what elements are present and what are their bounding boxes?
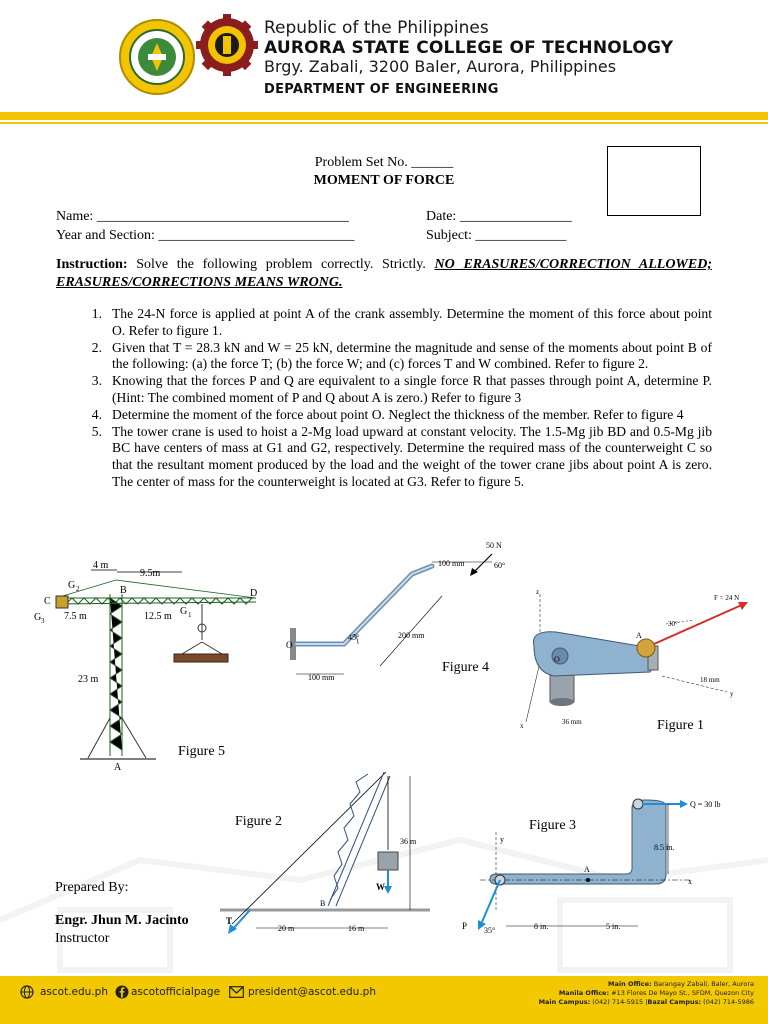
main-office-address: Barangay Zabali, Baler, Aurora [651,980,754,988]
date-field: Date: ________________ [426,209,572,224]
figure-3-label: Figure 3 [529,818,577,833]
bazal-campus-phone: (042) 714-5986 [701,998,754,1006]
campus-phones [539,998,754,1006]
problem-text: Knowing that the forces P and Q are equivalent to a single force R that passes through point A, determine P. (Hint: The combined moment of P and Q about A is zero.) Refer to figure 3 [112,373,712,405]
label-o: O [554,655,560,664]
score-box [607,146,701,216]
dim-36mm: 36 mm [562,718,582,726]
dim-9-5m: 9.5m [140,568,161,579]
instruction-warning: NO ERASURES/CORRECTION ALLOWED; ERASURES/CORRECTIONS MEANS WRONG. [56,257,712,290]
label-g2: G [68,580,76,591]
problem-number: 2. [91,339,102,355]
dim-8in: 8 in. [534,922,549,931]
dim-7-5m: 7.5 m [64,611,87,622]
problem-text: Determine the moment of the force about point O. Neglect the thickness of the member. Refer to figure 4 [112,406,684,422]
facebook-icon [115,985,129,999]
dim-100mm-top: 100 mm [438,559,465,568]
figure-1-label: Figure 1 [657,718,705,733]
main-campus-label: Main Campus: [538,998,591,1006]
name-field: Name: ____________________________________ [56,209,349,224]
dim-200mm: 200 mm [398,631,425,640]
label-a: A [114,762,122,773]
dim-4m: 4 m [93,560,109,571]
facebook-link[interactable]: ascotofficialpage [131,986,221,998]
problem-number: 3. [91,373,102,389]
main-office-label: Main Office: [608,980,652,988]
main-office [608,980,754,988]
label-p: P [462,921,468,931]
angle-30: 30° [668,620,678,628]
problem-number: 5. [91,423,102,439]
label-g3: G [34,612,42,623]
dim-20m: 20 m [278,924,295,933]
figure-2-label: Figure 2 [235,814,283,829]
manila-office-label: Manila Office: [558,989,610,997]
header-department: DEPARTMENT OF ENGINEERING [264,82,499,97]
mail-icon [229,986,244,998]
label-b: B [120,585,127,596]
axis-x: x [688,877,692,886]
dim-18mm: 18 mm [700,676,720,684]
problem-text: The 24-N force is applied at point A of the crank assembly. Determine the moment of this force about point O. Refer to figure 1. [112,306,712,338]
instruction-label: Instruction: [56,257,128,272]
figure-2-boom-crane [220,764,430,944]
header-country: Republic of the Philippines [264,18,489,38]
subject-field: Subject: _____________ [426,228,567,243]
force-50n: 50 N [486,541,502,550]
force-24n: F = 24 N [714,594,740,602]
prepared-by: Prepared By: [55,880,129,895]
list-item [56,407,712,424]
problem-text: The tower crane is used to hoist a 2-Mg load upward at constant velocity. The 1.5-Mg jib BD and 0.5-Mg jib BC have centers of mass at G1 and G2, respectively. Determine the required mass of the counterweight C so that the resultant moment produced by the load and the weight of the tower crane jibs about point A is zero. The center of mass for the counterweight is located at G3. Refer to figure 5. [112,423,712,489]
header [0,0,768,110]
label-g3-sub: 3 [41,617,45,625]
dim-5in: 5 in. [606,922,621,931]
problem-list [56,306,712,491]
engineering-gear-logo [196,14,258,76]
figure-1-crank [512,590,762,740]
email-link[interactable]: president@ascot.edu.ph [248,986,376,998]
label-g2-sub: 2 [76,585,80,593]
dim-36m: 36 m [400,837,417,846]
label-o: O [286,640,293,650]
axis-z: z [536,590,540,596]
label-g1: G [180,606,188,617]
dim-100mm-bottom: 100 mm [308,673,335,682]
dim-23m: 23 m [78,674,99,685]
angle-35: 35° [484,926,496,935]
problem-text: Given that T = 28.3 kN and W = 25 kN, determine the magnitude and sense of the moments about point B of the following: (a) the force T; (b) the force W; and (c) forces T and W combined. Refer to figure 2. [112,339,712,372]
label-a: A [636,631,642,640]
manila-office [559,989,754,997]
main-campus-phone: (042) 714-5915 | [590,998,648,1006]
college-seal-logo [118,18,196,96]
bazal-campus-label: Bazal Campus: [647,998,702,1006]
label-t: T [226,916,233,926]
axis-y: y [500,835,504,844]
globe-icon [20,985,34,999]
figure-5-label: Figure 5 [178,744,226,759]
list-item [56,306,712,340]
list-item [56,424,712,491]
axis-x: x [520,722,524,730]
list-item [56,340,712,374]
document-title: MOMENT OF FORCE [313,173,455,188]
instruction [56,256,712,292]
website-link[interactable]: ascot.edu.ph [40,986,108,998]
header-address: Brgy. Zabali, 3200 Baler, Aurora, Philippines [264,57,617,76]
problem-number: 4. [91,406,102,422]
label-a: A [584,865,590,874]
label-w: W [376,882,385,892]
label-g1-sub: 1 [188,611,192,619]
manila-office-address: #13 Flores De Mayo St., SFDM, Quezon City [609,989,754,997]
label-d: D [250,588,258,599]
axis-y: y [730,690,734,698]
dim-8-5in: 8.5 in. [654,843,675,852]
figure-4-label: Figure 4 [442,660,490,675]
label-c: C [44,596,51,607]
label-b: B [320,899,326,908]
dim-16m: 16 m [348,924,365,933]
footer [0,976,768,1024]
figure-5-tower-crane [30,558,270,773]
force-q: Q = 30 lb [690,800,721,809]
dim-12-5m: 12.5 m [144,611,172,622]
header-college: AURORA STATE COLLEGE OF TECHNOLOGY [264,38,674,58]
instructor-name: Engr. Jhun M. Jacinto [55,913,189,928]
problem-number: 1. [91,306,102,321]
angle-60: 60° [494,561,506,570]
list-item [56,373,712,407]
figure-3-bracket [456,788,756,948]
problem-set-number: Problem Set No. ______ [314,155,454,170]
angle-45: 45° [348,633,360,642]
year-section-field: Year and Section: ____________________________ [56,228,355,243]
instructor-role: Instructor [55,931,110,946]
gold-divider [0,110,768,128]
instruction-text: Solve the following problem correctly. Strictly. [127,257,435,272]
